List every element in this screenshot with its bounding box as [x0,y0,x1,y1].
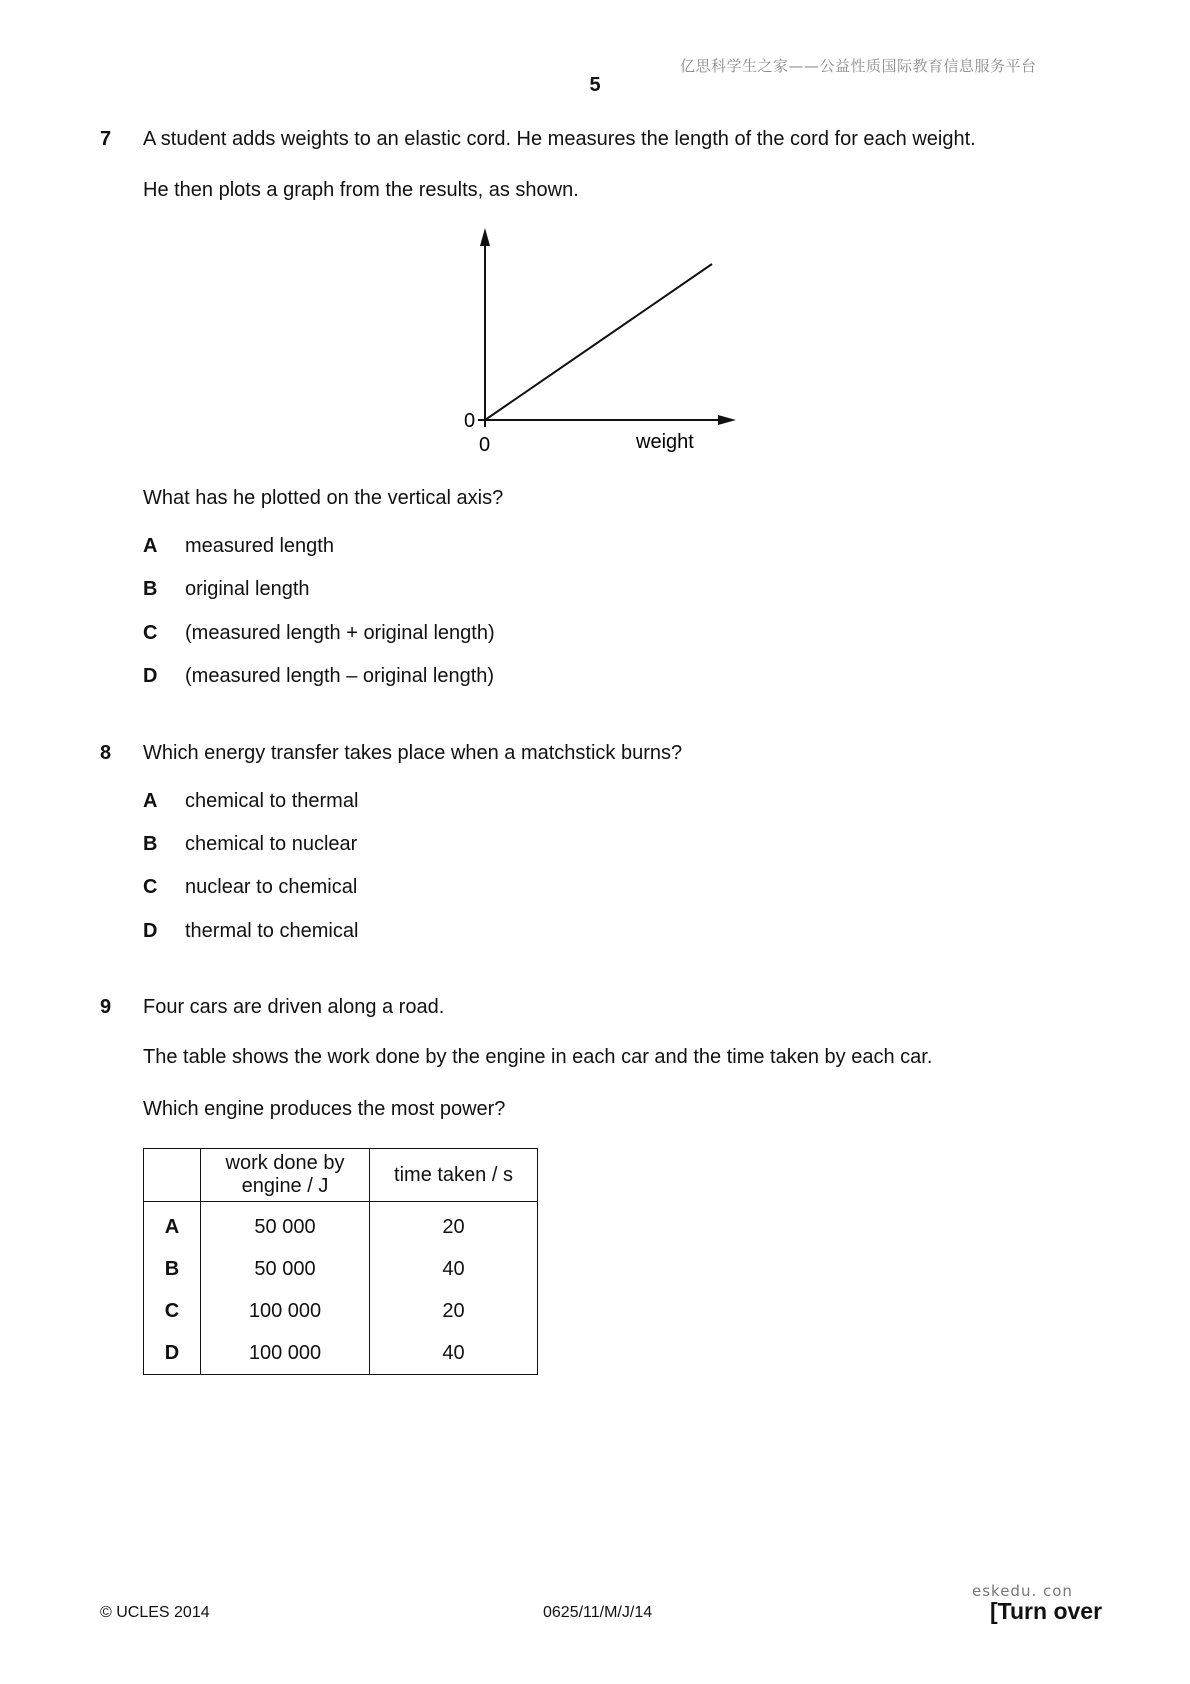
question-9-prompt: Which engine produces the most power? [143,1098,506,1120]
question-7-line1: A student adds weights to an elastic cord. He measures the length of the cord for each weight. [143,128,976,150]
table-cell-letter: A [144,1202,201,1249]
q7-option-b-text: original length [185,578,310,600]
table-cell-letter: D [144,1332,201,1375]
footer-code: 0625/11/M/J/14 [543,1604,653,1621]
q7-option-d-text: (measured length – original length) [185,665,495,687]
question-9-number: 9 [100,996,112,1018]
x-axis-label: weight [636,431,694,453]
question-7-graph [440,220,760,460]
table-cell-letter: C [144,1290,201,1332]
y-zero-label: 0 [464,410,476,432]
footer-copyright: © UCLES 2014 [100,1604,210,1621]
table-cell-work: 50 000 [201,1202,370,1249]
q7-option-c-letter: C [143,622,158,644]
page-number: 5 [589,74,601,96]
question-9-line1: Four cars are driven along a road. [143,996,445,1018]
q8-option-c-text: nuclear to chemical [185,876,358,898]
table-cell-letter: B [144,1248,201,1290]
question-7-number: 7 [100,128,112,150]
table-row [144,1332,538,1375]
table-cell-time: 40 [370,1248,538,1290]
table-cell-work: 50 000 [201,1248,370,1290]
table-cell-work: 100 000 [201,1290,370,1332]
q8-option-d-text: thermal to chemical [185,920,359,942]
q7-option-b-letter: B [143,578,158,600]
question-9-table-wrap [143,1148,538,1375]
q8-option-d-letter: D [143,920,158,942]
question-9-line2: The table shows the work done by the engine in each car and the time taken by each car. [143,1046,933,1068]
table-row [144,1202,538,1249]
table-header-row [144,1149,538,1202]
table-cell-time: 20 [370,1290,538,1332]
question-9-table [143,1148,538,1375]
q8-option-b-letter: B [143,833,158,855]
header-watermark: 亿思科学生之家——公益性质国际教育信息服务平台 [680,57,1037,75]
table-header-time: time taken / s [370,1149,538,1202]
question-8-prompt: Which energy transfer takes place when a matchstick burns? [143,742,683,764]
q7-option-a-text: measured length [185,535,334,557]
table-row [144,1290,538,1332]
turn-over-label: [Turn over [990,1598,1103,1624]
table-cell-work: 100 000 [201,1332,370,1375]
table-header-work-line2: engine / J [241,1175,329,1197]
q8-option-a-letter: A [143,790,158,812]
plotted-line [485,264,712,420]
table-header-work-line1: work done by [225,1152,345,1174]
x-zero-label: 0 [479,434,491,456]
x-axis-arrow [718,415,736,425]
q8-option-c-letter: C [143,876,158,898]
question-8-number: 8 [100,742,112,764]
q7-option-d-letter: D [143,665,158,687]
table-header-empty [144,1149,201,1202]
q7-option-c-text: (measured length + original length) [185,622,495,644]
table-cell-time: 20 [370,1202,538,1249]
table-header-work [201,1149,370,1202]
question-7-prompt: What has he plotted on the vertical axis? [143,487,504,509]
footer-watermark: eskedu. con [972,1582,1073,1600]
y-axis-arrow [480,228,490,246]
q7-option-a-letter: A [143,535,158,557]
question-7-line2: He then plots a graph from the results, as shown. [143,179,579,201]
q8-option-b-text: chemical to nuclear [185,833,358,855]
q8-option-a-text: chemical to thermal [185,790,359,812]
table-cell-time: 40 [370,1332,538,1375]
table-row [144,1248,538,1290]
